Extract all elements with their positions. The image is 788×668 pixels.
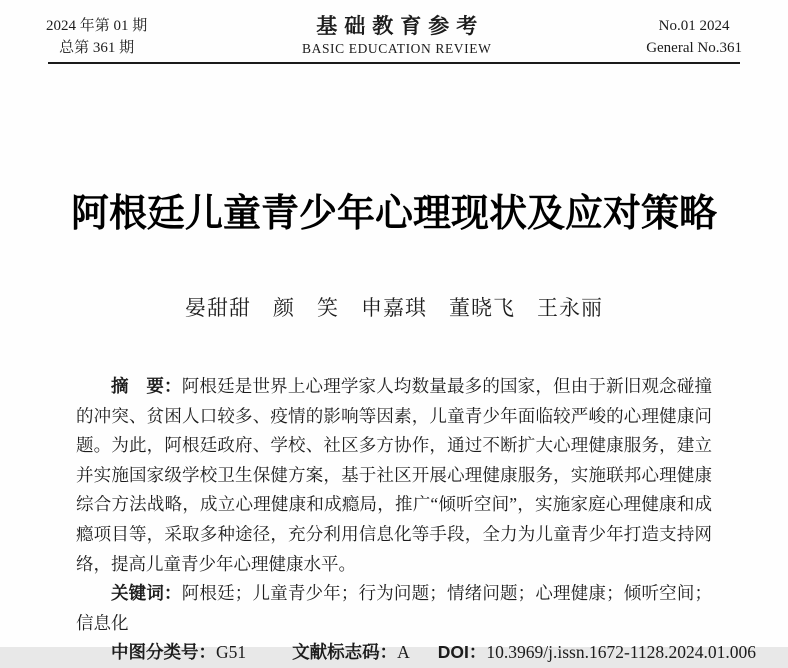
- general-number-en: General No.361: [646, 40, 742, 56]
- classification-line: [76, 638, 757, 668]
- issue-info-left: [46, 15, 147, 59]
- header-divider-rule: [48, 62, 740, 64]
- journal-header: [0, 0, 788, 59]
- general-number-cn: 总第 361 期: [59, 40, 135, 56]
- article-front-matter: [76, 372, 757, 668]
- issue-number-cn: 2024 年第 01 期: [46, 18, 148, 34]
- doc-code-label: 文献标志码：: [292, 642, 398, 663]
- journal-title-cn: 基础教育参考: [316, 14, 485, 38]
- article-authors: 晏甜甜 颜 笑 申嘉琪 董晓飞 王永丽: [185, 296, 603, 320]
- abstract-label: 摘 要：: [111, 376, 182, 396]
- issue-info-right: [646, 15, 742, 59]
- keywords-text: 阿根廷；儿童青少年；行为问题；情绪问题；心理健康；倾听空间；信息化: [76, 583, 713, 633]
- clc-value: G51: [216, 642, 247, 663]
- abstract-text: 阿根廷是世界上心理学家人均数量最多的国家，但由于新旧观念碰撞的冲突、贫困人口较多、疫情的影响等因素，儿童青少年面临较严峻的心理健康问题。为此，阿根廷政府、学校、社区多方协作，通过不断扩大心理健康服务，建立并实施国家级学校卫生保健方案，基于社区开展心理健康服务，实施联邦心理健康综合方法战略，成立心理健康和成瘾局，推广“倾听空间”，实施家庭心理健康和成瘾项目等，采取多种途径，充分利用信息化等手段，全力为儿童青少年打造支持网络，提高儿童青少年心理健康水平。: [76, 376, 713, 574]
- doc-code-value: A: [397, 642, 410, 663]
- keywords-label: 关键词：: [111, 583, 182, 604]
- article-title: 阿根廷儿童青少年心理现状及应对策略: [70, 193, 717, 235]
- journal-title-en: BASIC EDUCATION REVIEW: [302, 41, 492, 56]
- doi-value: 10.3969/j.issn.1672-1128.2024.01.006: [486, 642, 757, 663]
- keywords-paragraph: [76, 579, 712, 638]
- journal-masthead: [302, 13, 491, 58]
- clc-label: 中图分类号：: [111, 642, 216, 663]
- doi-label: DOI：: [437, 642, 487, 663]
- abstract-paragraph: [76, 372, 712, 579]
- issue-number-en: No.01 2024: [658, 18, 730, 34]
